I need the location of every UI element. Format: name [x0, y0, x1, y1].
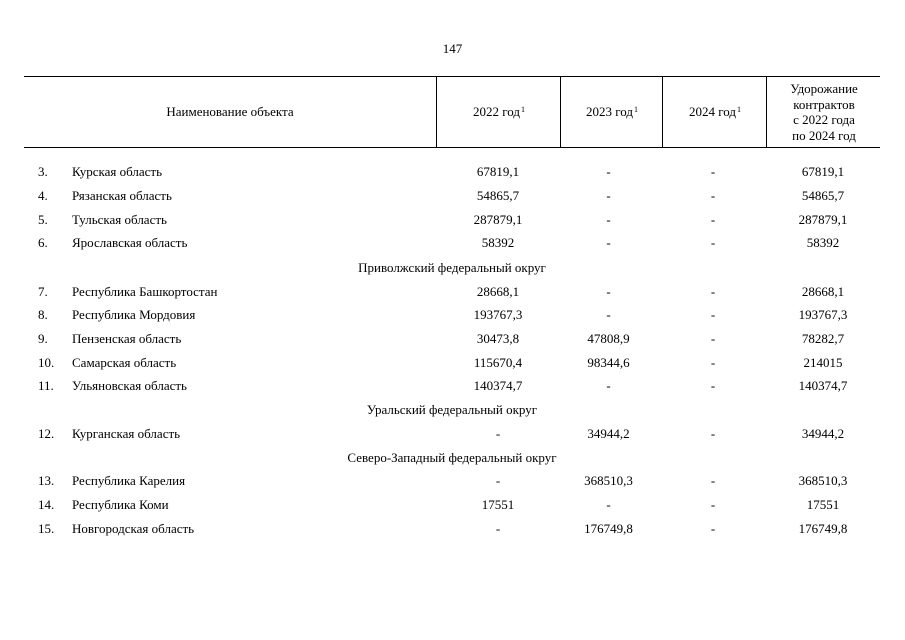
object-name: Республика Карелия — [72, 473, 186, 488]
row-number: 9. — [38, 331, 48, 346]
footnote-mark: 1 — [737, 105, 741, 115]
value-increase: 67819,1 — [801, 164, 845, 179]
object-name: Курская область — [72, 164, 163, 179]
table-row — [24, 376, 880, 396]
value-2022: - — [495, 426, 501, 441]
value-increase: 287879,1 — [798, 212, 848, 227]
object-name: Республика Коми — [72, 497, 169, 512]
column-header-name: Наименование объекта — [166, 104, 294, 120]
value-increase: 54865,7 — [801, 188, 845, 203]
value-2024: - — [710, 188, 716, 203]
value-2023: 98344,6 — [587, 355, 630, 370]
column-header-2022: 2022 год $^1$ — [436, 77, 561, 147]
value-2022: 115670,4 — [473, 355, 523, 370]
value-2024: - — [710, 164, 716, 179]
district-heading: Уральский федеральный округ — [366, 402, 538, 417]
value-2023: - — [606, 307, 611, 322]
value-increase: 368510,3 — [798, 473, 848, 488]
object-name: Ульяновская область — [72, 378, 187, 393]
row-number: 4. — [38, 188, 48, 203]
value-2024: - — [710, 355, 716, 370]
value-2024: - — [710, 212, 716, 227]
value-2022: 287879,1 — [473, 212, 523, 227]
value-increase: 34944,2 — [801, 426, 845, 441]
value-2022: 17551 — [481, 497, 515, 512]
value-2023: 34944,2 — [587, 426, 630, 441]
value-2024: - — [710, 307, 716, 322]
row-number: 10. — [38, 355, 55, 370]
table-row — [24, 519, 880, 539]
row-number: 8. — [38, 307, 48, 322]
value-2024: - — [710, 473, 716, 488]
row-number: 13. — [38, 473, 55, 488]
table-row — [24, 210, 880, 230]
value-2022: 58392 — [481, 235, 515, 250]
value-increase: 176749,8 — [798, 521, 848, 536]
object-name: Тульская область — [72, 212, 167, 227]
district-heading: Приволжский федеральный округ — [358, 260, 546, 275]
row-number: 7. — [38, 284, 48, 299]
row-number: 14. — [38, 497, 55, 512]
footnote-mark: 1 — [521, 105, 525, 115]
value-increase: 78282,7 — [801, 331, 845, 346]
value-2022: 67819,1 — [476, 164, 520, 179]
value-2022: - — [495, 473, 501, 488]
value-2023: - — [606, 284, 611, 299]
page-number: 147 — [442, 41, 463, 56]
table-row — [24, 424, 880, 444]
value-2023: - — [606, 164, 611, 179]
object-name: Самарская область — [72, 355, 177, 370]
table-row — [24, 353, 880, 373]
table-header — [24, 76, 880, 148]
value-increase: 193767,3 — [798, 307, 848, 322]
value-increase: 28668,1 — [801, 284, 845, 299]
footnote-mark: 1 — [634, 105, 638, 115]
object-name: Новгородская область — [72, 521, 195, 536]
district-heading: Северо-Западный федеральный округ — [347, 450, 557, 465]
value-2023: 368510,3 — [584, 473, 633, 488]
value-2023: - — [606, 497, 611, 512]
value-2024: - — [710, 284, 716, 299]
value-2023: 47808,9 — [587, 331, 630, 346]
table-row — [24, 305, 880, 325]
table-row — [24, 471, 880, 491]
table-row — [24, 233, 880, 253]
object-name: Республика Мордовия — [72, 307, 196, 322]
value-2024: - — [710, 378, 716, 393]
value-increase: 17551 — [806, 497, 840, 512]
table-row — [24, 162, 880, 182]
column-header-2023: 2023 год $^1$ — [560, 77, 663, 147]
table-row — [24, 495, 880, 515]
value-2022: 30473,8 — [476, 331, 520, 346]
value-2024: - — [710, 497, 716, 512]
row-number: 15. — [38, 521, 55, 536]
object-name: Рязанская область — [72, 188, 172, 203]
row-number: 3. — [38, 164, 48, 179]
value-2024: - — [710, 235, 716, 250]
value-2022: - — [495, 521, 501, 536]
value-2022: 54865,7 — [476, 188, 520, 203]
value-2023: 176749,8 — [584, 521, 633, 536]
object-name: Ярославская область — [72, 235, 188, 250]
row-number: 6. — [38, 235, 48, 250]
value-2024: - — [710, 521, 716, 536]
value-increase: 140374,7 — [798, 378, 848, 393]
column-header-increase: Удорожание контрактов с 2022 года по 2024 год — [766, 77, 881, 147]
table-row — [24, 186, 880, 206]
row-number: 5. — [38, 212, 48, 227]
value-2023: - — [606, 212, 611, 227]
value-2024: - — [710, 426, 716, 441]
value-2024: - — [710, 331, 716, 346]
value-increase: 214015 — [803, 355, 843, 370]
value-increase: 58392 — [806, 235, 840, 250]
row-number: 11. — [38, 378, 54, 393]
value-2022: 193767,3 — [473, 307, 523, 322]
value-2022: 140374,7 — [473, 378, 523, 393]
value-2023: - — [606, 378, 611, 393]
object-name: Пензенская область — [72, 331, 182, 346]
row-number: 12. — [38, 426, 55, 441]
object-name: Республика Башкортостан — [72, 284, 218, 299]
table-row — [24, 282, 880, 302]
value-2023: - — [606, 188, 611, 203]
column-header-2024: 2024 год $^1$ — [662, 77, 767, 147]
table-row — [24, 329, 880, 349]
value-2023: - — [606, 235, 611, 250]
object-name: Курганская область — [72, 426, 181, 441]
value-2022: 28668,1 — [476, 284, 520, 299]
